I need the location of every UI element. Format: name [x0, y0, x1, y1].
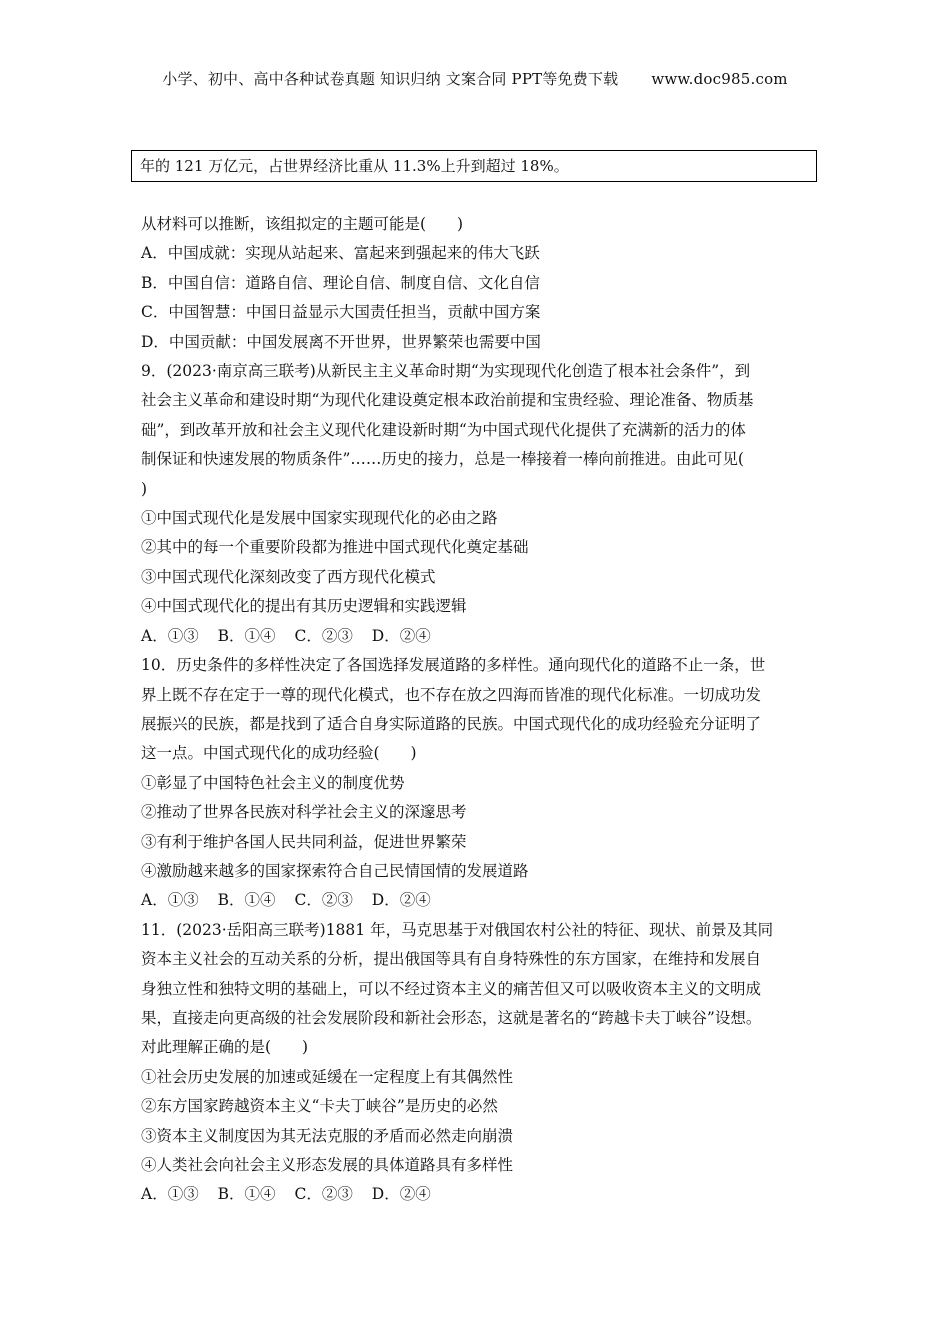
q11-stem-line: 身独立性和独特文明的基础上，可以不经过资本主义的痛苦但又可以吸收资本主义的文明成	[141, 979, 762, 998]
q9-stem-line: 础”，到改革开放和社会主义现代化建设新时期“为中国式现代化提供了充满新的活力的体	[141, 420, 746, 439]
q11-option-a: A．①③	[141, 1185, 199, 1204]
q10-statement-2: ②推动了世界各民族对科学社会主义的深邃思考	[141, 803, 467, 822]
q11-statement-2: ②东方国家跨越资本主义“卡夫丁峡谷”是历史的必然	[141, 1097, 498, 1116]
q11-options	[141, 1180, 821, 1209]
q9-stem-line: 制保证和快速发展的物质条件”……历史的接力，总是一棒接着一棒向前推进。由此可见(	[141, 450, 744, 469]
q11-option-c: C．②③	[294, 1185, 353, 1204]
q8-option-b: B．中国自信：道路自信、理论自信、制度自信、文化自信	[141, 273, 540, 292]
q8-option-d: D．中国贡献：中国发展离不开世界，世界繁荣也需要中国	[141, 332, 541, 351]
q10-statement-3: ③有利于维护各国人民共同利益，促进世界繁荣	[141, 832, 467, 851]
q11-stem-line: 资本主义社会的互动关系的分析，提出俄国等具有自身特殊性的东方国家，在维持和发展自	[141, 950, 762, 969]
q9-option-b: B．①④	[217, 626, 276, 645]
q10-option-c: C．②③	[294, 891, 353, 910]
q10-stem-line: 界上既不存在定于一尊的现代化模式，也不存在放之四海而皆准的现代化标准。一切成功发	[141, 685, 762, 704]
q11-statement-1: ①社会历史发展的加速或延缓在一定程度上有其偶然性	[141, 1067, 514, 1086]
q8-stem: 从材料可以推断，该组拟定的主题可能是( )	[141, 215, 464, 233]
header-site-url[interactable]: www.doc985.com	[651, 70, 788, 88]
q9-statement-3: ③中国式现代化深刻改变了西方现代化模式	[141, 567, 436, 586]
q9-statement-2: ②其中的每一个重要阶段都为推进中国式现代化奠定基础	[141, 538, 529, 557]
q9-stem-line: 9．(2023·南京高三联考)从新民主主义革命时期“为实现现代化创造了根本社会条件”，到	[141, 362, 751, 381]
q11-stem-line: 11．(2023·岳阳高三联考)1881 年，马克思基于对俄国农村公社的特征、现状、前景及其同	[141, 920, 774, 939]
q10-stem-line: 10．历史条件的多样性决定了各国选择发展道路的多样性。通向现代化的道路不止一条，世	[141, 656, 766, 675]
q9-option-c: C．②③	[294, 626, 353, 645]
q9-option-a: A．①③	[141, 626, 199, 645]
question-content	[141, 210, 821, 1210]
q10-option-a: A．①③	[141, 891, 199, 910]
header-text: 小学、初中、高中各种试卷真题 知识归纳 文案合同 PPT等免费下载	[162, 70, 619, 88]
q9-option-d: D．②④	[371, 626, 431, 645]
q10-options	[141, 886, 821, 915]
q11-stem-line: 果，直接走向更高级的社会发展阶段和新社会形态，这就是著名的“跨越卡夫丁峡谷”设想。	[141, 1008, 762, 1027]
q9-options	[141, 622, 821, 651]
q11-statement-3: ③资本主义制度因为其无法克服的矛盾而必然走向崩溃	[141, 1126, 514, 1145]
page-header	[0, 68, 950, 89]
q11-stem-line: 对此理解正确的是( )	[141, 1038, 309, 1057]
q9-statement-4: ④中国式现代化的提出有其历史逻辑和实践逻辑	[141, 597, 467, 616]
q9-stem-line: 社会主义革命和建设时期“为现代化建设奠定根本政治前提和宝贵经验、理论准备、物质基	[141, 391, 754, 410]
material-box: 年的 121 万亿元，占世界经济比重从 11.3%上升到超过 18%。	[131, 150, 817, 182]
q10-statement-4: ④激励越来越多的国家探索符合自己民情国情的发展道路	[141, 861, 529, 880]
q11-option-d: D．②④	[371, 1185, 431, 1204]
q8-option-c: C．中国智慧：中国日益显示大国责任担当，贡献中国方案	[141, 303, 541, 322]
q11-statement-4: ④人类社会向社会主义形态发展的具体道路具有多样性	[141, 1156, 514, 1174]
q10-option-b: B．①④	[217, 891, 276, 910]
q8-option-a: A．中国成就：实现从站起来、富起来到强起来的伟大飞跃	[141, 244, 540, 263]
q10-statement-1: ①彰显了中国特色社会主义的制度优势	[141, 773, 405, 792]
q10-stem-line: 这一点。中国式现代化的成功经验( )	[141, 744, 417, 763]
q10-option-d: D．②④	[371, 891, 431, 910]
q10-stem-line: 展振兴的民族，都是找到了适合自身实际道路的民族。中国式现代化的成功经验充分证明了	[141, 714, 762, 733]
q9-statement-1: ①中国式现代化是发展中国家实现现代化的必由之路	[141, 509, 498, 528]
q11-option-b: B．①④	[217, 1185, 276, 1204]
q9-stem-line: )	[141, 479, 148, 498]
